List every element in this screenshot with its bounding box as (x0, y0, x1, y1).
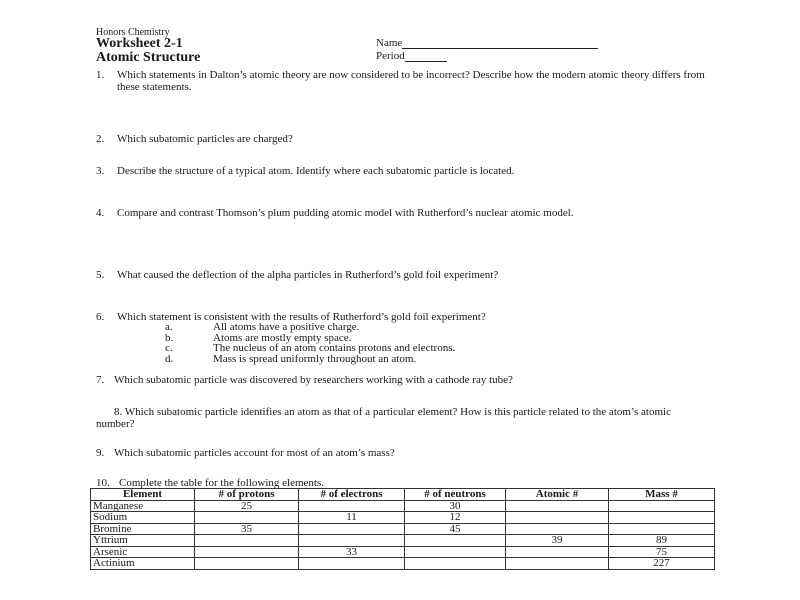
header-element: Element (91, 489, 195, 501)
worksheet-title: Worksheet 2-1 (96, 36, 183, 51)
cell-atomic-number[interactable] (506, 512, 609, 524)
question-text: Which statement is consistent with the results of Rutherford’s gold foil experiment? (117, 311, 486, 323)
cell-protons[interactable] (195, 558, 299, 570)
cell-protons[interactable] (195, 512, 299, 524)
cell-element: Sodium (91, 512, 195, 524)
table-row (91, 500, 715, 512)
table-row (91, 512, 715, 524)
choice-letter: d. (165, 352, 174, 365)
cell-neutrons[interactable] (405, 546, 506, 558)
period-label: Period (376, 50, 405, 62)
cell-mass-number[interactable] (609, 523, 715, 535)
cell-mass-number[interactable] (609, 512, 715, 524)
cell-mass-number[interactable]: 75 (609, 546, 715, 558)
cell-atomic-number[interactable] (506, 523, 609, 535)
question-text: Which subatomic particles account for most of an atom’s mass? (114, 447, 395, 459)
question-text: Which subatomic particle was discovered by researchers working with a cathode ray tube? (114, 374, 513, 386)
question-text: Describe the structure of a typical atom. Identify where each subatomic particle is located. (117, 165, 515, 177)
choice-c (165, 343, 455, 354)
choice-text: Mass is spread uniformly throughout an atom. (213, 352, 417, 365)
cell-mass-number[interactable]: 227 (609, 558, 715, 570)
header-mass-number: Mass # (609, 489, 715, 501)
period-field[interactable] (376, 50, 447, 62)
question-number: 5. (96, 269, 105, 281)
choice-text: Atoms are mostly empty space. (213, 331, 352, 344)
name-blank[interactable] (402, 38, 598, 49)
name-field[interactable] (376, 37, 598, 49)
header-neutrons: # of neutrons (405, 489, 506, 501)
table-row (91, 523, 715, 535)
cell-protons[interactable]: 25 (195, 500, 299, 512)
cell-neutrons[interactable] (405, 535, 506, 547)
question-number: 1. (96, 69, 105, 81)
cell-mass-number[interactable] (609, 500, 715, 512)
cell-element: Yttrium (91, 535, 195, 547)
cell-atomic-number[interactable] (506, 558, 609, 570)
cell-electrons[interactable] (299, 558, 405, 570)
cell-neutrons[interactable]: 12 (405, 512, 506, 524)
table-header-row (91, 489, 715, 501)
question-text: Which statements in Dalton’s atomic theory are now considered to be incorrect? Describe how the modern atomic theory differs from these statements. (117, 69, 705, 93)
worksheet-subtitle: Atomic Structure (96, 50, 201, 65)
question-6-choices (165, 322, 455, 364)
question-number: 10. (96, 477, 110, 489)
header-protons: # of protons (195, 489, 299, 501)
cell-atomic-number[interactable] (506, 546, 609, 558)
table-row (91, 558, 715, 570)
question-number: 6. (96, 311, 105, 323)
choice-d (165, 354, 455, 365)
cell-mass-number[interactable]: 89 (609, 535, 715, 547)
question-text: Complete the table for the following elements. (119, 477, 324, 489)
question-text: What caused the deflection of the alpha particles in Rutherford’s gold foil experiment? (117, 269, 499, 281)
question-text: Which subatomic particles are charged? (117, 133, 293, 145)
cell-element: Arsenic (91, 546, 195, 558)
cell-atomic-number[interactable] (506, 500, 609, 512)
cell-protons[interactable]: 35 (195, 523, 299, 535)
elements-table (90, 488, 715, 570)
choice-letter: b. (165, 331, 174, 344)
choice-text: The nucleus of an atom contains protons and electrons. (213, 342, 456, 354)
choice-letter: a. (165, 321, 173, 333)
cell-atomic-number[interactable]: 39 (506, 535, 609, 547)
question-number: 2. (96, 133, 105, 145)
cell-electrons[interactable]: 33 (299, 546, 405, 558)
question-number: 3. (96, 165, 105, 177)
cell-element: Manganese (91, 500, 195, 512)
name-label: Name (376, 37, 403, 49)
cell-protons[interactable] (195, 535, 299, 547)
header-atomic-number: Atomic # (506, 489, 609, 501)
table-row (91, 535, 715, 547)
question-text: 8. Which subatomic particle identifies an atom as that of a particular element? How is this particle related to the atom’s atomic number? (96, 406, 671, 430)
course-name: Honors Chemistry (96, 27, 170, 38)
choice-letter: c. (165, 342, 173, 354)
header-electrons: # of electrons (299, 489, 405, 501)
cell-electrons[interactable] (299, 535, 405, 547)
choice-text: All atoms have a positive charge. (213, 321, 360, 333)
question-number: 4. (96, 207, 105, 219)
cell-neutrons[interactable] (405, 558, 506, 570)
cell-electrons[interactable] (299, 523, 405, 535)
cell-electrons[interactable] (299, 500, 405, 512)
cell-neutrons[interactable]: 30 (405, 500, 506, 512)
choice-a (165, 322, 455, 333)
cell-element: Actinium (91, 558, 195, 570)
table-row (91, 546, 715, 558)
cell-protons[interactable] (195, 546, 299, 558)
cell-electrons[interactable]: 11 (299, 512, 405, 524)
cell-neutrons[interactable]: 45 (405, 523, 506, 535)
question-text: Compare and contrast Thomson’s plum pudding atomic model with Rutherford’s nuclear atomic model. (117, 207, 574, 219)
cell-element: Bromine (91, 523, 195, 535)
question-number: 9. (96, 447, 105, 459)
period-blank[interactable] (405, 51, 447, 62)
question-number: 7. (96, 374, 105, 386)
